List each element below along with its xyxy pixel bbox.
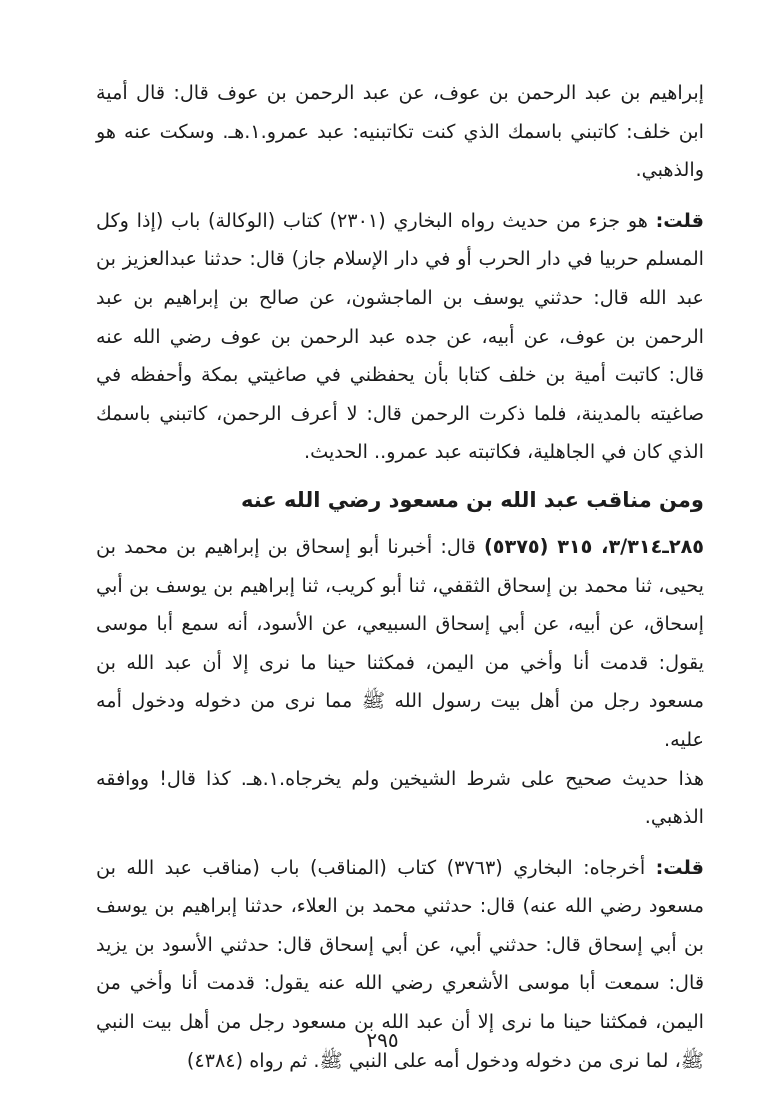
page-body xyxy=(96,74,704,1080)
paragraph-text: قال: أخبرنا أبو إسحاق بن إبراهيم بن محمد بن يحيى، ثنا محمد بن إسحاق الثقفي، ثنا أبو كريب، ثنا إبراهيم بن يوسف بن أبي إسحاق، عن أبيه، عن أبي إسحاق السبيعي، عن الأسود، أنه سمع أبا موسى يقول: قدمت أنا وأخي من اليمن، فمكثنا حينا ما نرى إلا أن عبد الله بن مسعود رجل من أهل بيت رسول الله ﷺ مما نرى من دخوله ودخول أمه عليه. xyxy=(96,534,704,751)
paragraph-grading xyxy=(96,760,704,837)
paragraph-text: هذا حديث صحيح على شرط الشيخين ولم يخرجاه.١.هـ. كذا قال! ووافقه الذهبي. xyxy=(96,766,704,829)
qultu-label: قلت: xyxy=(655,855,704,879)
paragraph-continuation xyxy=(96,74,704,190)
qultu-label: قلت: xyxy=(655,208,704,232)
hadith-number-label: ٢٨٥ـ٣/٣١٤، ٣١٥ (٥٣٧٥) xyxy=(484,534,704,558)
paragraph-hadith-285 xyxy=(96,528,704,760)
paragraph-text: إبراهيم بن عبد الرحمن بن عوف، عن عبد الرحمن بن عوف قال: قال أمية ابن خلف: كاتبني باسمك الذي كنت تكاتبنيه: عبد عمرو.١.هـ. وسكت عنه هو والذهبي. xyxy=(96,81,704,182)
paragraph-qultu-1 xyxy=(96,202,704,472)
paragraph-text: هو جزء من حديث رواه البخاري (٢٣٠١) كتاب (الوكالة) باب (إذا وكل المسلم حربيا في دار الحرب أو في دار الإسلام جاز) قال: حدثنا عبدالعزيز بن عبد الله قال: حدثني يوسف بن الماجشون، عن صالح بن إبراهيم بن عبد الرحمن بن عوف، عن أبيه، عن جده عبد الرحمن بن عوف رضي الله عنه قال: كاتبت أمية بن خلف كتابا بأن يحفظني في صاغيتي بمكة وأحفظه في صاغيته بالمدينة، فلما ذكرت الرحمن قال: لا أعرف الرحمن، كاتبني باسمك الذي كان في الجاهلية، فكاتبته عبد عمرو.. الحديث. xyxy=(96,208,704,464)
page-number: ٢٩٥ xyxy=(366,1028,399,1052)
paragraph-text: أخرجاه: البخاري (٣٧٦٣) كتاب (المناقب) باب (مناقب عبد الله بن مسعود رضي الله عنه) قال: حدثني محمد بن العلاء، حدثنا إبراهيم بن يوسف بن أبي إسحاق قال: حدثني أبي، عن أبي إسحاق قال: حدثني الأسود بن يزيد قال: سمعت أبا موسى الأشعري رضي الله عنه يقول: قدمت أنا وأخي من اليمن، فمكثنا حينا ما نرى إلا أن عبد الله بن مسعود رجل من أهل بيت النبي ﷺ، لما نرى من دخوله ودخول أمه على النبي ﷺ. ثم رواه (٤٣٨٤) xyxy=(96,855,704,1072)
section-title: ومن مناقب عبد الله بن مسعود رضي الله عنه xyxy=(241,487,704,512)
